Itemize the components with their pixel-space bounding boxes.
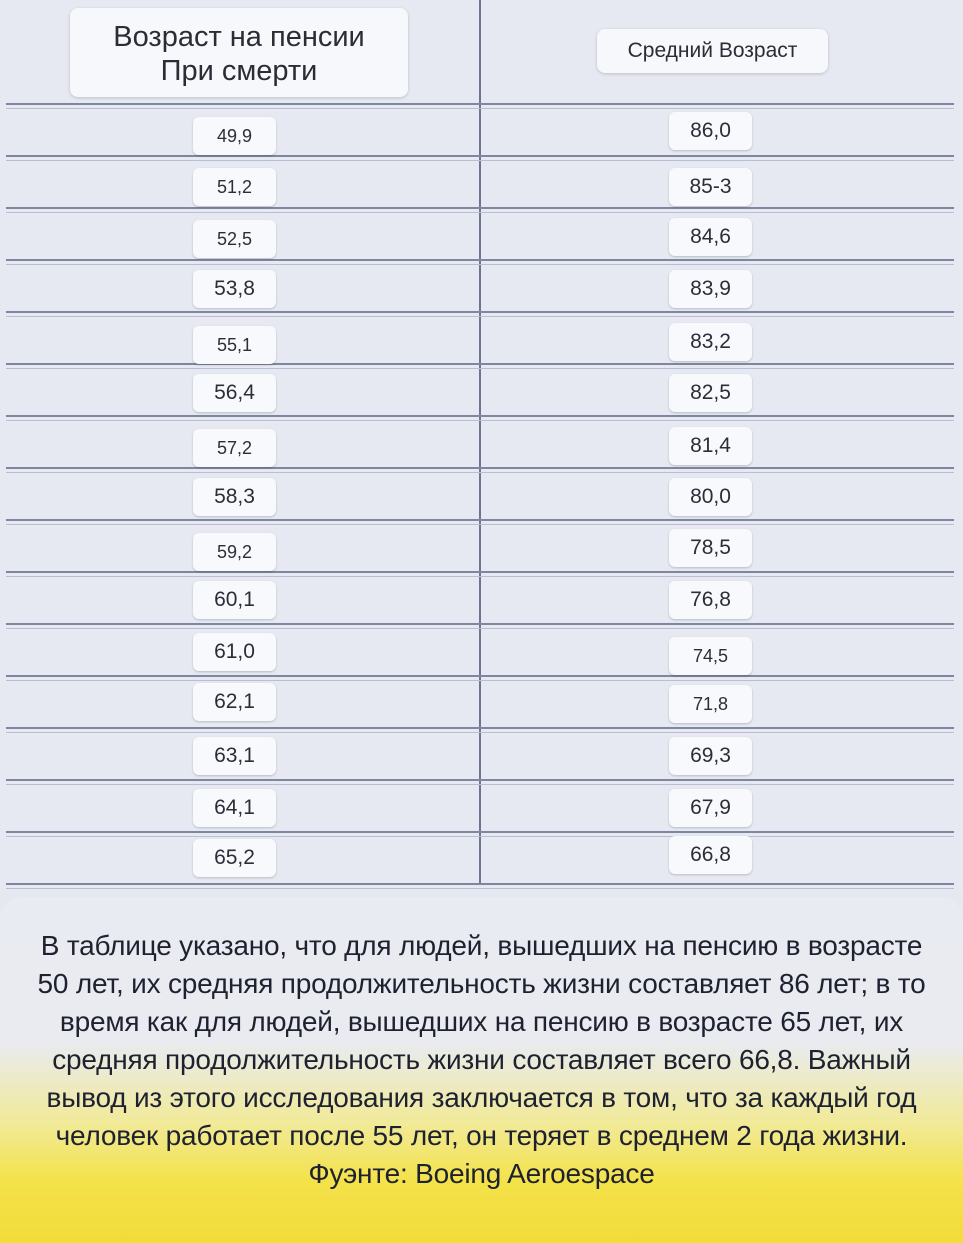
row-divider-shadow bbox=[6, 368, 954, 369]
row-divider bbox=[6, 207, 954, 209]
row-divider bbox=[6, 883, 954, 885]
header-retirement-age bbox=[70, 8, 408, 97]
row-divider bbox=[6, 675, 954, 677]
header-retirement-age-line2: При смерти bbox=[160, 55, 318, 87]
average-age-cell: 71,8 bbox=[669, 685, 752, 723]
retirement-age-cell: 58,3 bbox=[193, 478, 276, 516]
row-divider-shadow bbox=[6, 264, 954, 265]
average-age-cell: 69,3 bbox=[669, 737, 752, 775]
average-age-cell: 78,5 bbox=[669, 529, 752, 567]
retirement-age-cell: 52,5 bbox=[193, 220, 276, 258]
row-divider-shadow bbox=[6, 784, 954, 785]
row-divider bbox=[6, 519, 954, 521]
row-divider-shadow bbox=[6, 160, 954, 161]
row-divider-shadow bbox=[6, 212, 954, 213]
row-divider-shadow bbox=[6, 420, 954, 421]
row-divider-shadow bbox=[6, 524, 954, 525]
row-divider-shadow bbox=[6, 836, 954, 837]
retirement-age-cell: 62,1 bbox=[193, 683, 276, 721]
row-divider bbox=[6, 727, 954, 729]
caption-panel bbox=[0, 897, 963, 1243]
average-age-cell: 66,8 bbox=[669, 836, 752, 874]
header-average-age: Средний Возраст bbox=[597, 29, 828, 73]
row-divider-shadow bbox=[6, 316, 954, 317]
retirement-age-cell: 53,8 bbox=[193, 270, 276, 308]
row-divider bbox=[6, 155, 954, 157]
retirement-age-cell: 61,0 bbox=[193, 633, 276, 671]
average-age-cell: 80,0 bbox=[669, 478, 752, 516]
row-divider bbox=[6, 571, 954, 573]
caption-source: Фуэнте: Boeing Aeroespace bbox=[308, 1158, 655, 1189]
average-age-cell: 82,5 bbox=[669, 374, 752, 412]
average-age-cell: 83,2 bbox=[669, 323, 752, 361]
retirement-age-cell: 55,1 bbox=[193, 326, 276, 364]
average-age-cell: 76,8 bbox=[669, 581, 752, 619]
caption-text: В таблице указано, что для людей, вышедших на пенсию в возрасте 50 лет, их средняя продолжительность жизни составляет 86 лет; в то время как для людей, вышедших на пенсию в возрасте 65 лет, их средняя продолжительность жизни составляет всего 66,8. Важный вывод из этого исследования заключается в том, что за каждый год человек работает после 55 лет, он теряет в среднем 2 года жизни. bbox=[37, 930, 926, 1151]
retirement-age-cell: 51,2 bbox=[193, 168, 276, 206]
row-divider bbox=[6, 311, 954, 313]
average-age-cell: 85-3 bbox=[669, 168, 752, 206]
row-divider-shadow bbox=[6, 888, 954, 889]
retirement-age-cell: 64,1 bbox=[193, 789, 276, 827]
row-divider bbox=[6, 259, 954, 261]
retirement-age-cell: 49,9 bbox=[193, 117, 276, 155]
row-divider bbox=[6, 779, 954, 781]
average-age-cell: 86,0 bbox=[669, 112, 752, 150]
row-divider bbox=[6, 363, 954, 365]
retirement-age-cell: 65,2 bbox=[193, 839, 276, 877]
row-divider bbox=[6, 831, 954, 833]
column-divider bbox=[479, 0, 481, 885]
average-age-cell: 83,9 bbox=[669, 270, 752, 308]
row-divider bbox=[6, 623, 954, 625]
retirement-age-cell: 57,2 bbox=[193, 429, 276, 467]
row-divider-shadow bbox=[6, 732, 954, 733]
retirement-age-cell: 56,4 bbox=[193, 374, 276, 412]
row-divider-shadow bbox=[6, 680, 954, 681]
retirement-age-cell: 63,1 bbox=[193, 737, 276, 775]
average-age-cell: 81,4 bbox=[669, 427, 752, 465]
row-divider bbox=[6, 467, 954, 469]
row-divider-shadow bbox=[6, 628, 954, 629]
retirement-age-cell: 59,2 bbox=[193, 533, 276, 571]
retirement-age-cell: 60,1 bbox=[193, 581, 276, 619]
average-age-cell: 84,6 bbox=[669, 218, 752, 256]
row-divider-shadow bbox=[6, 108, 954, 109]
header-retirement-age-line1: Возраст на пенсии bbox=[113, 21, 365, 53]
row-divider-shadow bbox=[6, 472, 954, 473]
row-divider bbox=[6, 103, 954, 105]
average-age-cell: 74,5 bbox=[669, 637, 752, 675]
row-divider bbox=[6, 415, 954, 417]
row-divider-shadow bbox=[6, 576, 954, 577]
average-age-cell: 67,9 bbox=[669, 789, 752, 827]
